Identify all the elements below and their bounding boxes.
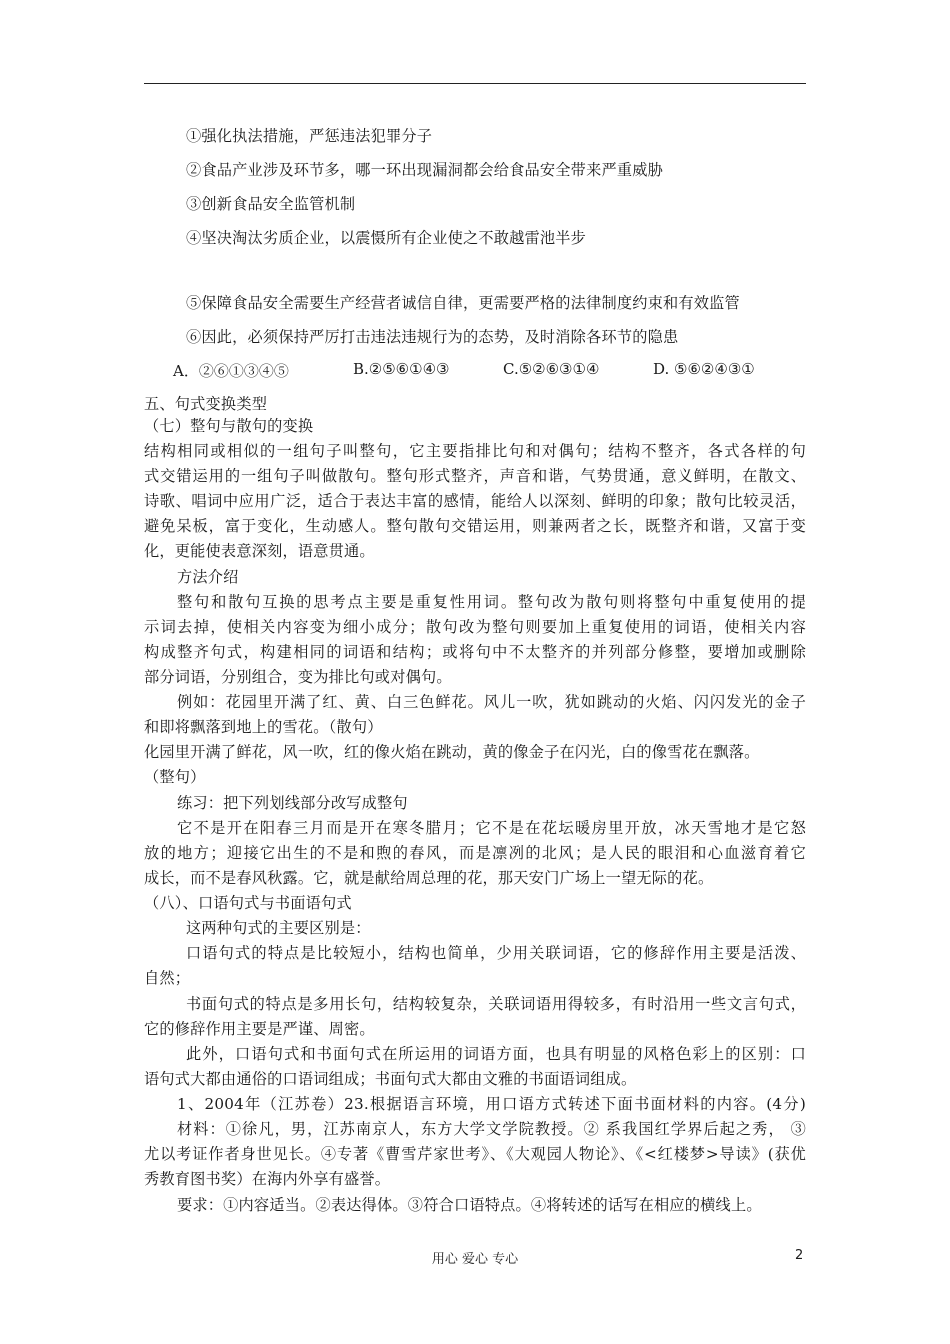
example-line: 化园里开满了鲜花，风一吹，红的像火焰在跳动，黄的像金子在闪光，白的像雪花在飘落。 — [144, 743, 760, 761]
item-1: ①强化执法措施，严惩违法犯罪分子 — [186, 127, 433, 145]
written-line: 书面句式的特点是多用长句，结构较复杂，关联词语用得较多，有时沿用一些文言句式， — [186, 995, 806, 1013]
requirement-line: 要求：①内容适当。②表达得体。③符合口语特点。④将转述的话写在相应的横线上。 — [177, 1196, 762, 1214]
material-line: 材料：①徐凡，男，江苏南京人，东方大学文学院教授。② 系我国红学界后起之秀， ③ — [177, 1120, 806, 1138]
item-4: ④坚决淘汰劣质企业，以震慑所有企业使之不敢越雷池半步 — [186, 229, 587, 247]
method-line: 示词去掉，使相关内容变为细小成分；散句改为整句则要加上重复使用的词语，使相关内容 — [144, 618, 806, 636]
option-d: D. ⑤⑥②④③① — [653, 360, 755, 378]
definition-line: 化，更能使表意深刻，语意贯通。 — [144, 542, 375, 560]
subsection-8-title: （八）、口语句式与书面语句式 — [144, 894, 352, 912]
oral-line: 口语句式的特点是比较短小，结构也简单，少用关联词语，它的修辞作用主要是活泼、 — [186, 944, 806, 962]
practice-line: 它不是开在阳春三月而是开在寒冬腊月；它不是在花坛暖房里开放，冰天雪地才是它怒 — [177, 819, 806, 837]
method-line: 构成整齐句式，构建相同的词语和结构；或将句中不太整齐的并列部分修整，要增加或删除 — [144, 643, 806, 661]
material-line: 秀教育图书奖）在海内外享有盛誉。 — [144, 1170, 391, 1188]
also-line: 此外，口语句式和书面句式在所运用的词语方面，也具有明显的风格色彩上的区别：口 — [186, 1045, 806, 1063]
practice-title: 练习：把下列划线部分改写成整句 — [177, 794, 408, 812]
written-line: 它的修辞作用主要是严谨、周密。 — [144, 1020, 375, 1038]
item-2: ②食品产业涉及环节多，哪一环出现漏洞都会给食品安全带来严重威胁 — [186, 161, 664, 179]
method-title: 方法介绍 — [177, 568, 239, 586]
example-line: 和即将飘落到地上的雪花。（散句） — [144, 718, 383, 736]
oral-line: 自然； — [144, 969, 191, 987]
also-line: 语句式大都由通俗的口语词组成；书面句式大都由文雅的书面语词组成。 — [144, 1070, 637, 1088]
definition-line: 结构相同或相似的一组句子叫整句，它主要指排比句和对偶句；结构不整齐，各式各样的句 — [144, 442, 806, 460]
difference-intro: 这两种句式的主要区别是： — [186, 919, 371, 937]
method-line: 整句和散句互换的思考点主要是重复性用词。整句改为散句则将整句中重复使用的提 — [177, 593, 806, 611]
material-line: 尤以考证作者身世见长。④专著《曹雪芹家世考》、《大观园人物论》、《<红楼梦>导读》(获优 — [144, 1145, 806, 1163]
option-a: A．②⑥①③④⑤ — [173, 362, 289, 380]
option-c: C.⑤②⑥③①④ — [503, 360, 600, 378]
example-line: 例如：花园里开满了红、黄、白三色鲜花。风儿一吹，犹如跳动的火焰、闪闪发光的金子 — [177, 693, 806, 711]
page-footer: 用心 爱心 专心 — [431, 1252, 519, 1267]
method-line: 部分词语，分别组合，变为排比句或对偶句。 — [144, 668, 452, 686]
item-5: ⑤保障食品安全需要生产经营者诚信自律，更需要严格的法律制度约束和有效监管 — [186, 294, 740, 312]
practice-line: 放的地方；迎接它出生的不是和煦的春风，而是凛冽的北风；是人民的眼泪和心血滋育着它 — [144, 844, 806, 862]
section-title: 五、句式变换类型 — [144, 395, 268, 413]
item-6: ⑥因此，必须保持严厉打击违法违规行为的态势，及时消除各环节的隐患 — [186, 328, 679, 346]
option-b: B.②⑤⑥①④③ — [353, 360, 450, 378]
item-3: ③创新食品安全监管机制 — [186, 195, 356, 213]
definition-line: 诗歌、唱词中应用广泛，适合于表达丰富的感情，能给人以深刻、鲜明的印象；散句比较灵活， — [144, 492, 806, 510]
practice-line: 成长，而不是春风秋露。它，就是献给周总理的花，那天安门广场上一望无际的花。 — [144, 869, 714, 887]
example-line: （整句） — [144, 768, 206, 786]
definition-line: 式交错运用的一组句子叫做散句。整句形式整齐，声音和谐，气势贯通，意义鲜明，在散文、 — [144, 467, 806, 485]
question-1: 1、2004年（江苏卷）23.根据语言环境，用口语方式转述下面书面材料的内容。(4分) — [177, 1095, 806, 1113]
page-number: 2 — [795, 1248, 804, 1263]
subsection-7-title: （七）整句与散句的变换 — [144, 417, 314, 435]
header-rule — [144, 83, 806, 84]
definition-line: 避免呆板，富于变化，生动感人。整句散句交错运用，则兼两者之长，既整齐和谐，又富于变 — [144, 517, 806, 535]
